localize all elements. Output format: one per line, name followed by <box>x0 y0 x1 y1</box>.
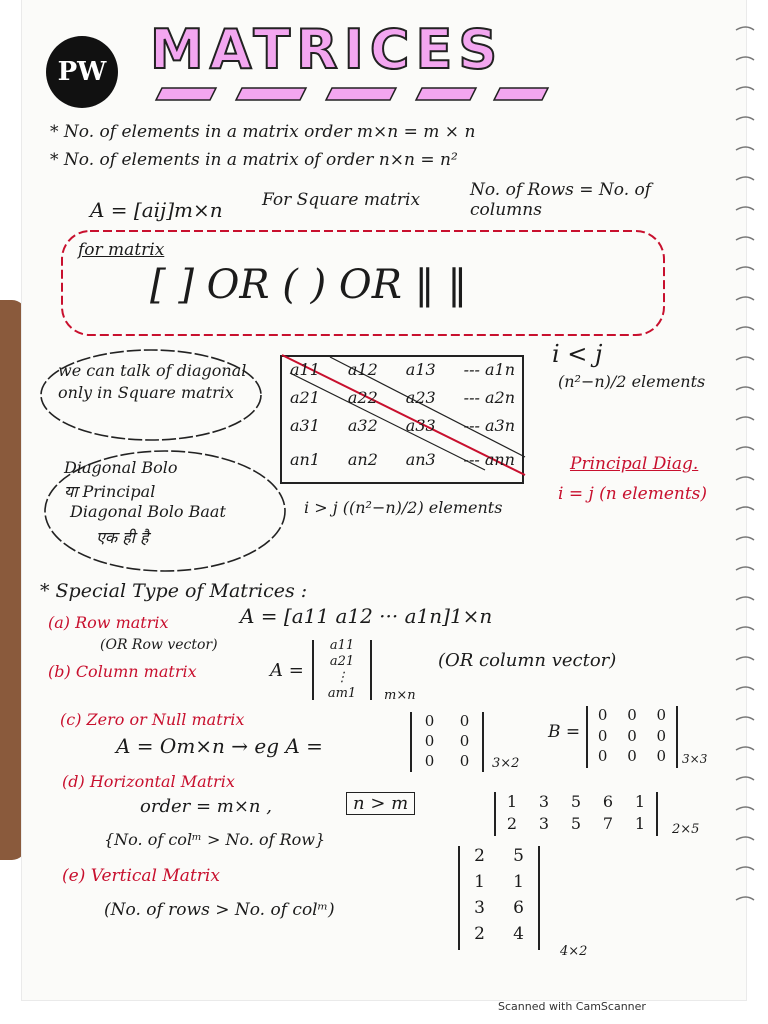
bracket-notations: [ ] OR ( ) OR ‖ ‖ <box>150 262 468 308</box>
column-matrix-values <box>320 638 364 702</box>
matrix-cell: 0 <box>627 726 637 745</box>
column-matrix-eq: A = <box>270 660 304 681</box>
matrix-cell: 6 <box>513 898 524 918</box>
column-matrix-label: (b) Column matrix <box>48 662 197 681</box>
matrix-cell: a12 <box>347 360 378 379</box>
matrix-cell: 3 <box>538 792 550 811</box>
horizontal-order: order = m×n , <box>140 796 272 817</box>
pw-logo <box>46 36 118 108</box>
for-matrix-label: for matrix <box>78 240 165 260</box>
matrix-cell: an2 <box>347 450 378 469</box>
matrix-cell: a33 <box>405 416 436 435</box>
zero-matrix-a <box>410 712 484 772</box>
matrix-cell: am1 <box>327 686 357 701</box>
zero-matrix-def: A = Om×n → eg A = <box>116 734 323 758</box>
matrix-cell: 0 <box>597 726 608 745</box>
cloud-line-1: Diagonal Bolo <box>64 458 178 477</box>
column-vector-note: (OR column vector) <box>438 650 617 671</box>
square-matrix-label: For Square matrix <box>262 190 421 210</box>
horizontal-matrix-label: (d) Horizontal Matrix <box>62 772 235 791</box>
spiral-binding <box>730 0 760 1000</box>
matrix-definition: A = [aij]m×n <box>90 198 223 222</box>
vertical-order-label: 4×2 <box>560 944 588 959</box>
horizontal-matrix <box>494 792 658 836</box>
matrix-cell: 0 <box>627 706 637 724</box>
matrix-cell: a13 <box>405 360 436 379</box>
matrix-cell: 0 <box>597 706 608 724</box>
matrix-row <box>290 388 515 416</box>
matrix-cell: a11 <box>290 360 320 379</box>
matrix-cell: 2 <box>506 814 518 833</box>
matrix-cell: --- a1n <box>463 360 515 379</box>
zero-matrix-label: (c) Zero or Null matrix <box>60 710 245 729</box>
matrix-cell: a11 <box>329 638 355 653</box>
vertical-matrix <box>458 846 540 950</box>
matrix-cell: 0 <box>459 732 470 750</box>
matrix-cell: a32 <box>347 416 378 435</box>
horizontal-order-label: 2×5 <box>672 822 700 837</box>
logo-text: PW <box>57 57 107 87</box>
matrix-cell: 1 <box>634 792 646 811</box>
matrix-cell: 0 <box>424 752 435 770</box>
cloud-line-2: या Principal <box>64 482 156 501</box>
matrix-row <box>290 450 515 478</box>
horizontal-condition: n > m <box>346 792 415 815</box>
zero-b-eq: B = <box>548 722 581 742</box>
zero-b-order: 3×3 <box>682 752 708 766</box>
matrix-cell: an1 <box>290 450 321 469</box>
vertical-rule: (No. of rows > No. of colᵐ) <box>104 900 335 920</box>
matrix-cell: 7 <box>602 814 614 833</box>
elements-rule-1: * No. of elements in a matrix order m×n = m × n <box>50 122 476 142</box>
title-underline-bars <box>150 78 550 108</box>
zero-matrix-b <box>586 706 678 768</box>
row-matrix-label: (a) Row matrix <box>48 613 169 632</box>
matrix-cell: a21 <box>290 388 320 407</box>
matrix-cell: 0 <box>656 747 667 766</box>
matrix-cell: --- a3n <box>463 416 515 435</box>
matrix-cell: 1 <box>634 814 646 833</box>
lower-elements-count: i > j ((n²−n)/2) elements <box>304 498 503 517</box>
column-matrix-order: m×n <box>384 688 416 703</box>
matrix-cell: 2 <box>474 924 485 944</box>
matrix-cell: 3 <box>538 814 550 833</box>
matrix-cell: 1 <box>513 872 524 892</box>
zero-a-order: 3×2 <box>492 756 520 771</box>
cloud-line-3: Diagonal Bolo Baat <box>70 502 226 521</box>
matrix-cell: a23 <box>405 388 436 407</box>
matrix-cell: 0 <box>656 706 667 724</box>
matrix-cell: 2 <box>474 846 485 866</box>
principal-diagonal-label: Principal Diag. <box>570 454 699 474</box>
matrix-cell: --- a2n <box>463 388 515 407</box>
matrix-cell: a22 <box>347 388 378 407</box>
vertical-matrix-label: (e) Vertical Matrix <box>62 866 220 886</box>
matrix-cell: an3 <box>405 450 436 469</box>
special-types-heading: * Special Type of Matrices : <box>40 580 308 602</box>
matrix-cell: 1 <box>474 872 485 892</box>
upper-condition: i < j <box>552 340 603 368</box>
matrix-row <box>290 360 515 388</box>
diagonal-condition: i = j (n elements) <box>558 484 708 504</box>
rows-equals-columns: No. of Rows = No. of columns <box>470 180 652 220</box>
matrix-cell: 3 <box>474 898 485 918</box>
page-title: MATRICES <box>150 18 504 81</box>
scanner-watermark: Scanned with CamScanner <box>498 1000 646 1013</box>
matrix-cell: ⋮ <box>335 670 349 685</box>
diagonal-only-note: we can talk of diagonal only in Square matrix <box>58 361 247 402</box>
matrix-cell: a21 <box>329 654 355 669</box>
matrix-cell: 0 <box>656 726 667 745</box>
matrix-cell: 4 <box>513 924 524 944</box>
row-vector-note: (OR Row vector) <box>100 637 218 653</box>
elements-rule-2: * No. of elements in a matrix of order n×n = n² <box>50 150 458 170</box>
cloud-line-4: एक ही है <box>96 528 149 547</box>
matrix-cell: 0 <box>627 747 637 766</box>
matrix-row <box>290 416 515 444</box>
matrix-cell: 0 <box>597 747 608 766</box>
matrix-cell: 6 <box>602 792 614 811</box>
matrix-cell: 5 <box>570 792 582 811</box>
matrix-cell: 1 <box>506 792 518 811</box>
matrix-cell: 0 <box>459 752 470 770</box>
diag-matrix-grid <box>290 360 515 478</box>
matrix-cell: --- ann <box>463 450 515 469</box>
matrix-cell: 5 <box>513 846 524 866</box>
upper-elements-count: (n²−n)/2 elements <box>558 372 706 391</box>
matrix-cell: a31 <box>290 416 320 435</box>
horizontal-rule: {No. of colᵐ > No. of Row} <box>104 830 326 849</box>
matrix-cell: 0 <box>424 712 435 730</box>
matrix-cell: 0 <box>459 712 470 730</box>
matrix-cell: 0 <box>424 732 435 750</box>
row-matrix-def: A = [a11 a12 ··· a1n]1×n <box>240 604 493 628</box>
matrix-cell: 5 <box>570 814 582 833</box>
